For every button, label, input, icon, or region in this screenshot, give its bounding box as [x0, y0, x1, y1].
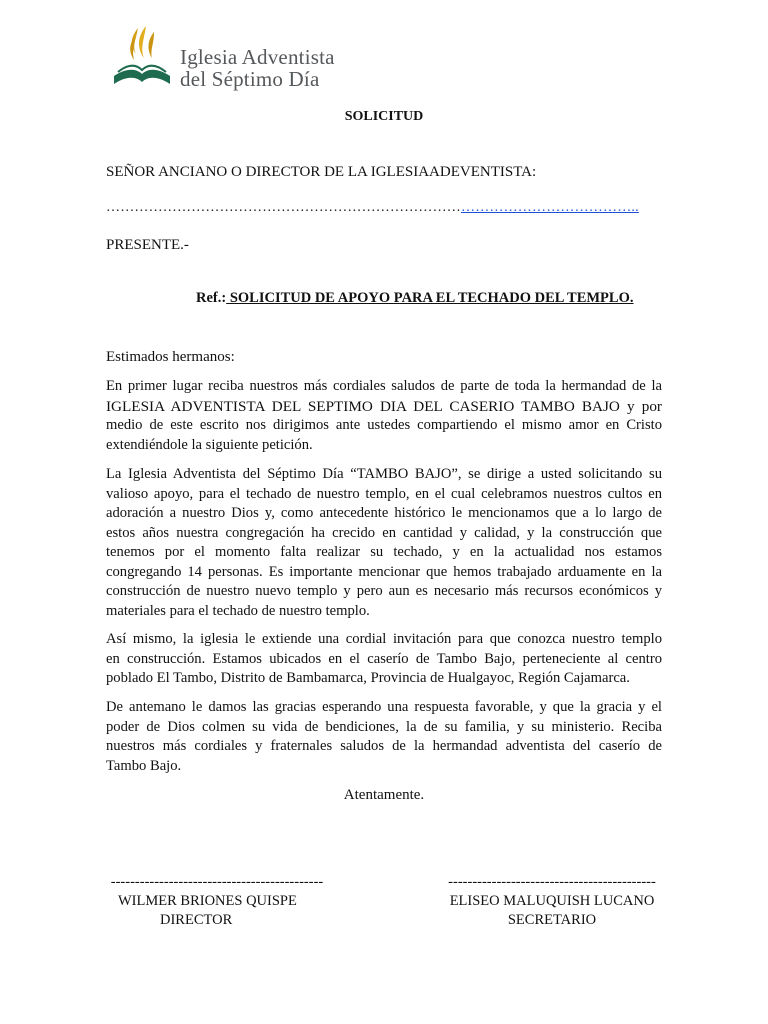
paragraph-line: construcción de nuestro nuevo templo y pero aun es necesario más recursos económicos y — [106, 583, 662, 599]
reference-line — [196, 290, 634, 307]
paragraph-line: en construcción. Estamos ubicados en el caserío de Tambo Bajo, perteneciente al centro — [106, 650, 662, 667]
greeting: Estimados hermanos: — [106, 349, 235, 365]
signer-role: SECRETARIO — [507, 912, 597, 928]
paragraph-line: IGLESIA ADVENTISTA DEL SEPTIMO DIA DEL CASERIO TAMBO BAJO y por — [106, 397, 662, 415]
paragraph-1 — [106, 377, 662, 455]
document-title: SOLICITUD — [344, 109, 424, 124]
signature-director — [104, 873, 330, 930]
paragraph-line: De antemano le damos las gracias esperando una respuesta favorable, y que la gracia y el — [106, 699, 662, 715]
paragraph-line: Tambo Bajo. — [106, 757, 182, 774]
logo-line-1: Iglesia Adventista — [180, 45, 335, 69]
paragraph-line: valioso apoyo, para el techado de nuestro templo, en el cual celebramos nuestros cultos en — [106, 485, 662, 502]
signer-name: WILMER BRIONES QUISPE — [118, 893, 297, 909]
paragraph-line: tenemos por el momento falta realizar su techado, y en la actualidad nos estamos — [106, 544, 662, 560]
addressee: SEÑOR ANCIANO O DIRECTOR DE LA IGLESIAADEVENTISTA: — [106, 164, 537, 180]
ref-label: Ref.: — [196, 290, 227, 306]
paragraph-2 — [106, 465, 662, 621]
ref-text: SOLICITUD DE APOYO PARA EL TECHADO DEL TEMPLO. — [226, 290, 634, 306]
paragraph-line: congregando 14 personas. Es importante mencionar que hemos trabajado arduamente en la — [106, 563, 662, 580]
paragraph-line: extendiéndole la siguiente petición. — [106, 436, 313, 453]
signer-name: ELISEO MALUQUISH LUCANO — [449, 893, 655, 909]
paragraph-line: poder de Dios colmen su vida de bendiciones, la de su familia, y su ministerio. Reciba — [106, 718, 662, 735]
paragraph-line: poblado El Tambo, Distrito de Bambamarca, Provincia de Hualgayoc, Región Cajamarca. — [106, 670, 630, 686]
paragraph-4 — [106, 698, 662, 776]
presente: PRESENTE.- — [106, 237, 189, 253]
signature-line: -------------------------------------------- — [110, 874, 324, 890]
dots-link[interactable]: ……………………………….. — [461, 200, 639, 215]
dots-plain: ………………………………………………………………… — [106, 200, 461, 215]
paragraph-3 — [106, 630, 662, 689]
paragraph-line: medio de este escrito nos dirigimos ante ustedes compartiendo el mismo amor en Cristo — [106, 417, 662, 433]
paragraph-line: nuestros más cordiales y fraternales saludos de la hermandad adventista del caserío de — [106, 738, 662, 754]
paragraph-line: En primer lugar reciba nuestros más cordiales saludos de parte de toda la hermandad de la — [106, 378, 662, 394]
signature-secretary — [442, 873, 662, 930]
paragraph-line: adoración a nuestro Dios y, como antecedente histórico le mencionamos que a lo largo de — [106, 505, 662, 521]
signer-role: DIRECTOR — [160, 912, 233, 928]
paragraph-line: estos años nuestra congregación ha crecido en cantidad y calidad, y la construcción que — [106, 524, 662, 541]
paragraph-line: Así mismo, la iglesia le extiende una cordial invitación para que conozca nuestro templo — [106, 631, 662, 647]
flame-book-icon — [108, 24, 178, 90]
signature-line: ------------------------------------------- — [448, 874, 656, 890]
paragraph-line: La Iglesia Adventista del Séptimo Día “TAMBO BAJO”, se dirige a usted solicitando su — [106, 466, 662, 482]
logo-line-2: del Séptimo Día — [180, 67, 320, 91]
addressee-fill-line — [106, 200, 639, 216]
closing: Atentamente. — [343, 787, 425, 803]
church-logo — [108, 24, 358, 90]
paragraph-line: materiales para el techado de nuestro templo. — [106, 602, 370, 619]
